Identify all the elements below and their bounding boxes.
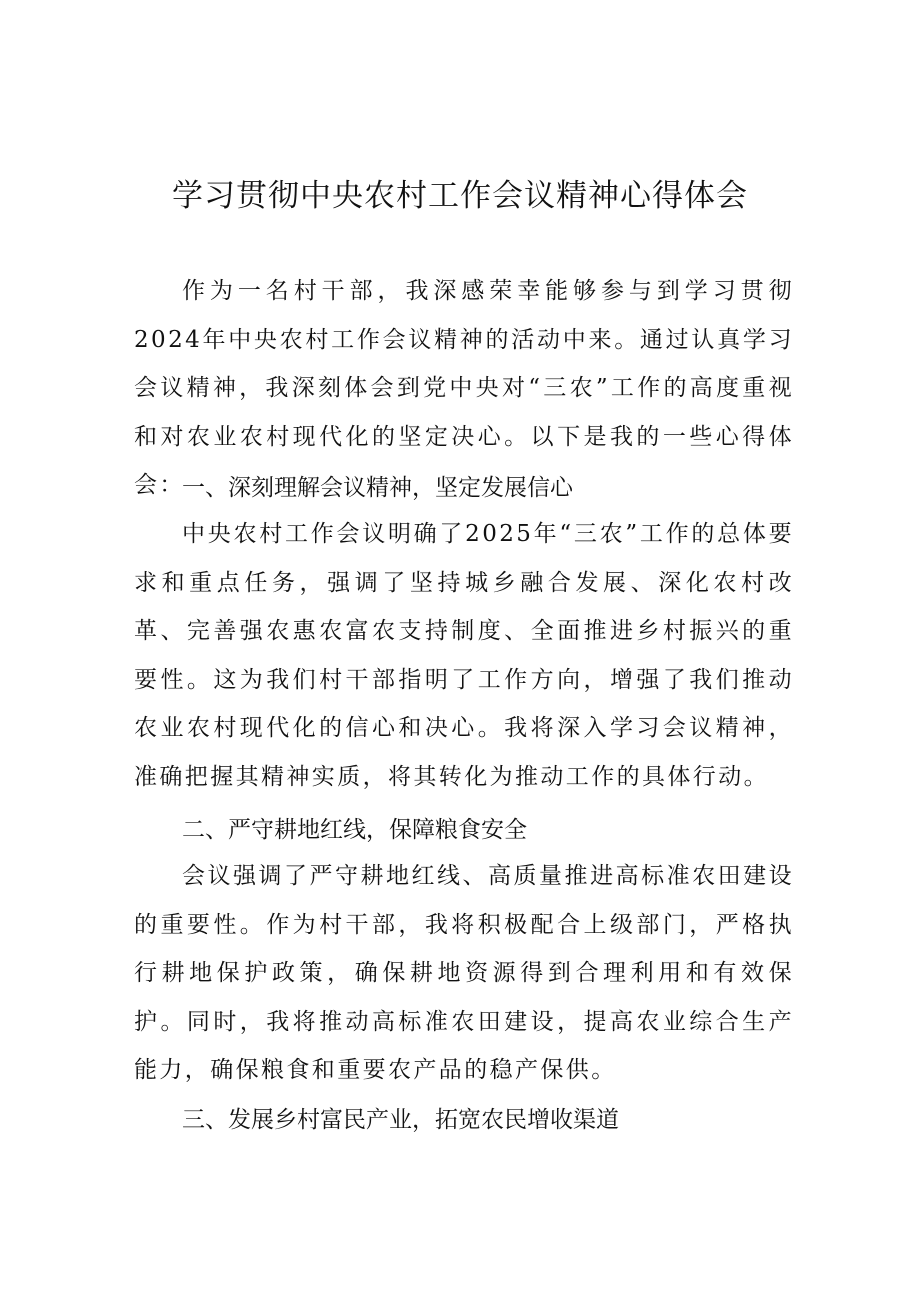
section-heading-3: 三、发展乡村富民产业，拓宽农民增收渠道 <box>182 1107 619 1133</box>
section-paragraph-1: 中央农村工作会议明确了2025年“三农”工作的总体要求和重点任务，强调了坚持城乡融合发展、深化农村改革、完善强农惠农富农支持制度、全面推进乡村振兴的重要性。这为我们村干部指明了工作方向，增强了我们推动农业农村现代化的信心和决心。我将深入学习会议精神，准确把握其精神实质，将其转化为推动工作的具体行动。 <box>134 521 794 790</box>
intro-paragraph: 作为一名村干部，我深感荣幸能够参与到学习贯彻2024年中央农村工作会议精神的活动中来。通过认真学习会议精神，我深刻体会到党中央对“三农”工作的高度重视和对农业农村现代化的坚定决心。以下是我的一些心得体会： <box>134 278 794 498</box>
document-title: 学习贯彻中央农村工作会议精神心得体会 <box>172 178 748 214</box>
section-paragraph-2: 会议强调了严守耕地红线、高质量推进高标准农田建设的重要性。作为村干部，我将积极配合上级部门，严格执行耕地保护政策，确保耕地资源得到合理利用和有效保护。同时，我将推动高标准农田建设，提高农业综合生产能力，确保粮食和重要农产品的稳产保供。 <box>134 863 794 1083</box>
section-heading-1: 一、深刻理解会议精神，坚定发展信心 <box>182 475 573 501</box>
section-heading-2: 二、严守耕地红线，保障粮食安全 <box>182 817 527 843</box>
